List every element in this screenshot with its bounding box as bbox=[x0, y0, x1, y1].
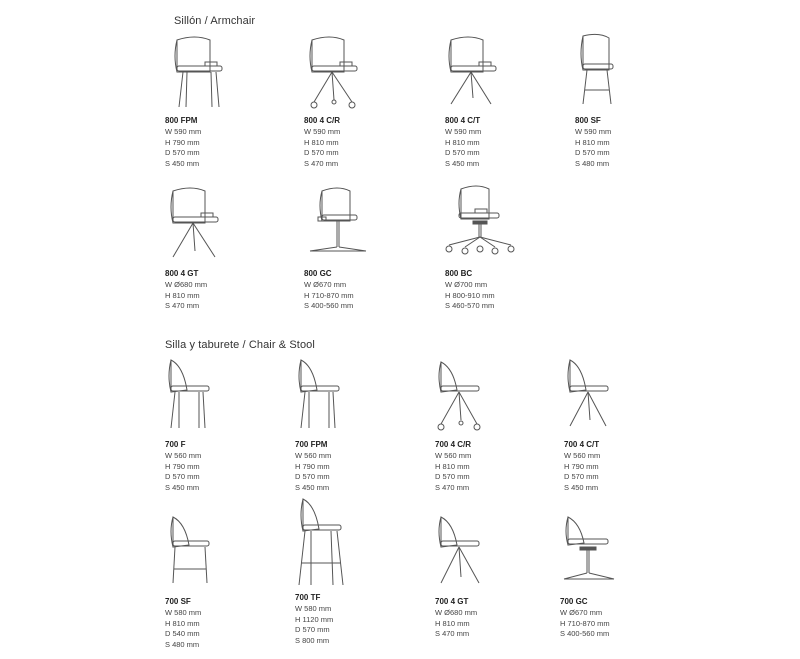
chair-swivel-4-icon bbox=[435, 513, 505, 593]
product-specs: W 580 mm H 810 mm D 540 mm S 480 mm bbox=[165, 608, 202, 649]
section-title-armchair: Sillón / Armchair bbox=[174, 15, 256, 27]
product-800-4-cr bbox=[304, 32, 414, 169]
product-specs: W Ø680 mm H 810 mm S 470 mm bbox=[435, 608, 478, 638]
section-title-chair-stool: Silla y taburete / Chair & Stool bbox=[165, 339, 315, 351]
product-code: 700 FPM bbox=[295, 440, 328, 449]
product-800-fpm bbox=[165, 32, 275, 169]
product-specs: W Ø680 mm H 810 mm S 470 mm bbox=[165, 280, 208, 310]
product-code: 800 BC bbox=[445, 269, 473, 278]
product-code: 800 FPM bbox=[165, 116, 198, 125]
armchair-star-base-icon bbox=[445, 32, 515, 112]
product-specs: W Ø700 mm H 800-910 mm S 460-570 mm bbox=[445, 280, 495, 310]
product-specs: W 560 mm H 790 mm D 570 mm S 450 mm bbox=[165, 451, 202, 492]
product-code: 800 SF bbox=[575, 116, 601, 125]
product-code: 700 SF bbox=[165, 597, 191, 606]
product-specs: W 560 mm H 790 mm D 570 mm S 450 mm bbox=[564, 451, 601, 492]
product-code: 700 4 C/T bbox=[564, 440, 600, 449]
armchair-four-leg-icon bbox=[165, 32, 235, 112]
product-800-bc bbox=[445, 185, 555, 312]
product-code: 700 TF bbox=[295, 593, 321, 602]
product-specs: W 590 mm H 810 mm D 570 mm S 470 mm bbox=[304, 127, 341, 168]
chair-gas-lift-icon bbox=[560, 513, 630, 593]
product-700-tf bbox=[295, 495, 405, 646]
product-specs: W 580 mm H 1120 mm D 570 mm S 800 mm bbox=[295, 604, 334, 645]
product-code: 800 4 C/R bbox=[304, 116, 341, 125]
product-700-4-gt bbox=[435, 513, 545, 640]
stool-four-leg-icon bbox=[295, 495, 365, 593]
product-700-sf bbox=[165, 513, 275, 650]
product-700-gc bbox=[560, 513, 670, 640]
product-700-4-ct bbox=[564, 356, 674, 493]
armchair-gas-lift-icon bbox=[304, 185, 374, 265]
product-specs: W Ø670 mm H 710-870 mm S 400-560 mm bbox=[560, 608, 610, 638]
product-700-f bbox=[165, 356, 275, 493]
chair-four-leg-icon bbox=[165, 356, 235, 436]
product-800-gc bbox=[304, 185, 414, 312]
product-800-4-ct bbox=[445, 32, 555, 169]
product-800-sf bbox=[575, 32, 685, 169]
product-code: 700 F bbox=[165, 440, 186, 449]
chair-four-leg-wood-icon bbox=[295, 356, 365, 436]
product-specs: W 590 mm H 810 mm D 570 mm S 480 mm bbox=[575, 127, 612, 168]
armchair-sled-icon bbox=[575, 32, 645, 112]
chair-sled-icon bbox=[165, 513, 235, 593]
product-code: 700 4 GT bbox=[435, 597, 469, 606]
product-specs: W 560 mm H 790 mm D 570 mm S 450 mm bbox=[295, 451, 332, 492]
product-700-4-cr bbox=[435, 356, 545, 493]
chair-caster-icon bbox=[435, 356, 505, 436]
product-specs: W 590 mm H 790 mm D 570 mm S 450 mm bbox=[165, 127, 202, 168]
armchair-swivel-4-icon bbox=[165, 185, 235, 265]
product-specs: W 560 mm H 810 mm D 570 mm S 470 mm bbox=[435, 451, 472, 492]
chair-star-base-icon bbox=[564, 356, 634, 436]
product-specs: W 590 mm H 810 mm D 570 mm S 450 mm bbox=[445, 127, 482, 168]
product-code: 800 GC bbox=[304, 269, 332, 278]
product-code: 800 4 GT bbox=[165, 269, 199, 278]
armchair-office-caster-icon bbox=[445, 185, 515, 265]
product-code: 700 GC bbox=[560, 597, 588, 606]
product-800-4-gt bbox=[165, 185, 275, 312]
product-code: 700 4 C/R bbox=[435, 440, 472, 449]
product-specs: W Ø670 mm H 710-870 mm S 400-560 mm bbox=[304, 280, 354, 310]
product-code: 800 4 C/T bbox=[445, 116, 481, 125]
armchair-caster-icon bbox=[304, 32, 374, 112]
product-700-fpm bbox=[295, 356, 405, 493]
